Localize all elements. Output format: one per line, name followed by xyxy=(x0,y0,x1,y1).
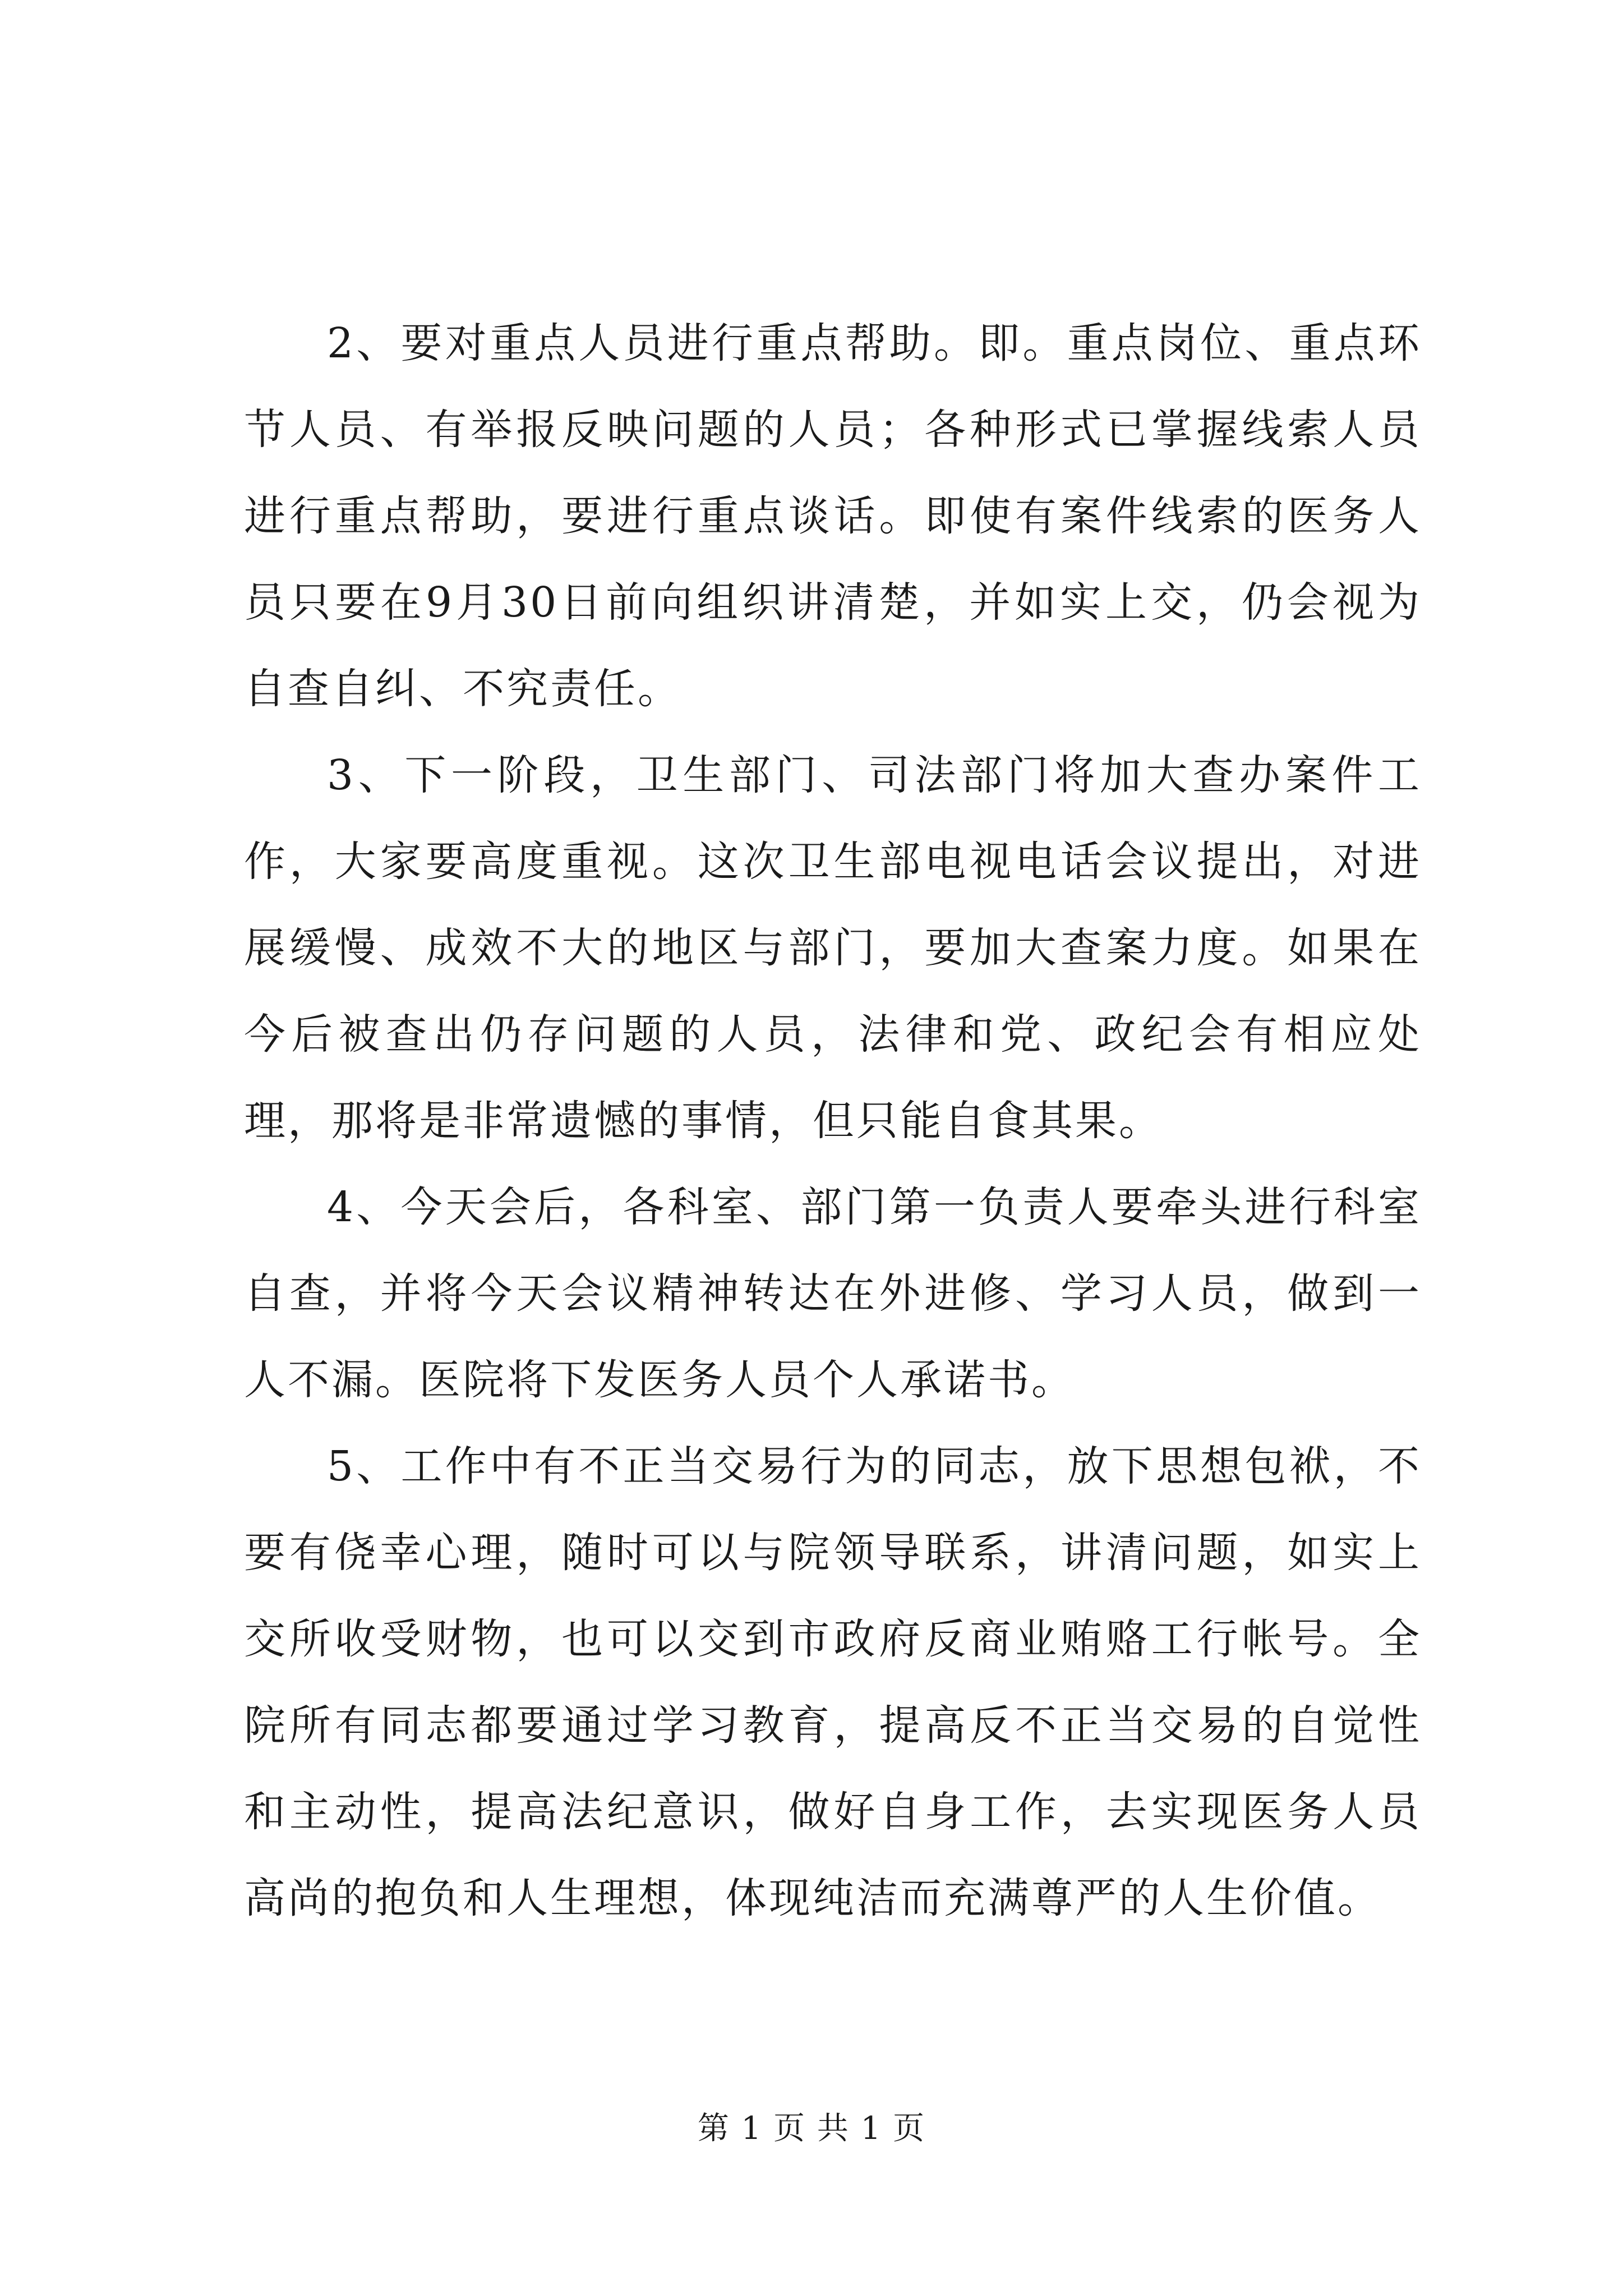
document-body xyxy=(244,300,1422,1941)
paragraph-2: 2、要对重点人员进行重点帮助。即。重点岗位、重点环节人员、有举报反映问题的人员；各种形式已掌握线索人员进行重点帮助，要进行重点谈话。即使有案件线索的医务人员只要在9月30日前向组织讲清楚，并如实上交，仍会视为自查自纠、不究责任。 xyxy=(244,319,1422,713)
page-footer xyxy=(0,2109,1623,2148)
paragraph-4: 4、今天会后，各科室、部门第一负责人要牵头进行科室自查，并将今天会议精神转达在外进修、学习人员，做到一人不漏。医院将下发医务人员个人承诺书。 xyxy=(244,1183,1422,1404)
paragraph-5: 5、工作中有不正当交易行为的同志，放下思想包袱，不要有侥幸心理，随时可以与院领导联系，讲清问题，如实上交所收受财物，也可以交到市政府反商业贿赂工行帐号。全院所有同志都要通过学习教育，提高反不正当交易的自觉性和主动性，提高法纪意识，做好自身工作，去实现医务人员高尚的抱负和人生理想，体现纯洁而充满尊严的人生价值。 xyxy=(244,1442,1422,1922)
paragraph-3: 3、下一阶段，卫生部门、司法部门将加大查办案件工作，大家要高度重视。这次卫生部电视电话会议提出，对进展缓慢、成效不大的地区与部门，要加大查案力度。如果在今后被查出仍存问题的人员，法律和党、政纪会有相应处理，那将是非常遗憾的事情，但只能自食其果。 xyxy=(244,751,1422,1145)
page-number-label: 第 1 页 共 1 页 xyxy=(697,2110,926,2147)
